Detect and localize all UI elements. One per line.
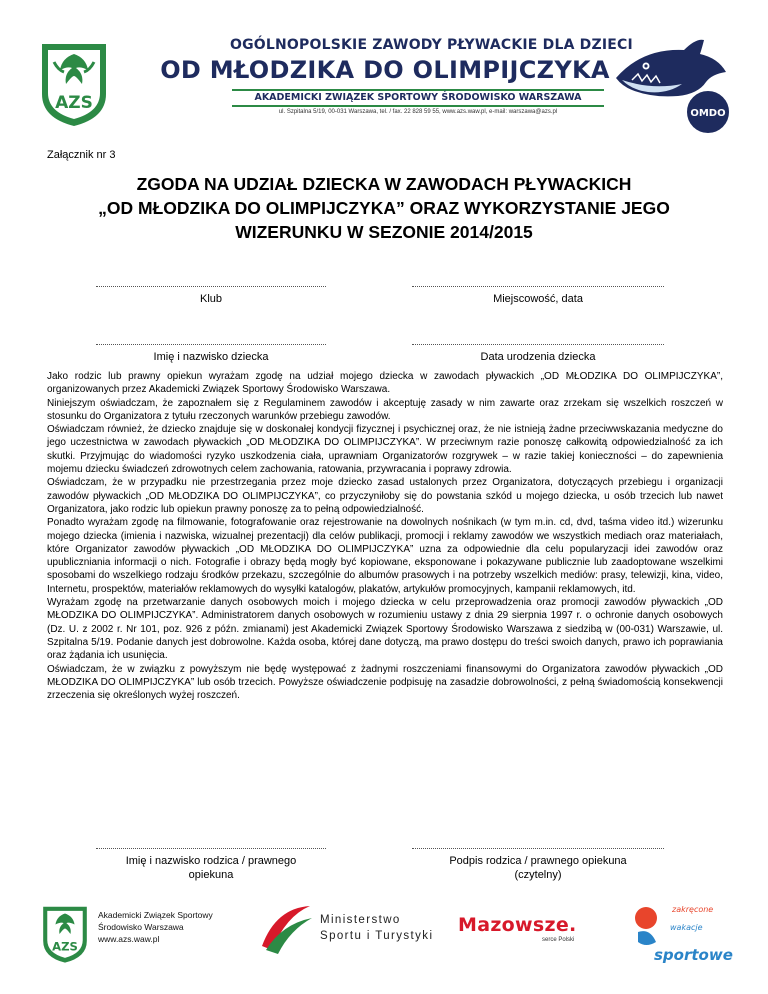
place-date-dotted-line bbox=[412, 286, 664, 287]
azs-shield-logo bbox=[38, 40, 110, 128]
azs-footer-text bbox=[98, 909, 213, 945]
parent-signature-label: Podpis rodzica / prawnego opiekuna bbox=[449, 855, 627, 867]
sport-logo-word: zakręcone bbox=[672, 905, 714, 914]
mazowsze-logo: Mazowsze. bbox=[458, 914, 577, 936]
consent-paragraph: Oświadczam, że w związku z powyższym nie będę występować z żadnymi roszczeniami finansowymi do Organizatora zawodów pływackich „OD MŁODZIKA DO OLIMPIJCZYKA” lub osób trzecich. Powyższe oświadczenie podpisuję na zasadzie dobrowolności, z pełną świadomością konsekwencji zrzeczenia się określonych wyżej roszczeń. bbox=[47, 663, 723, 702]
azs-footer-logo-text: AZS bbox=[52, 939, 78, 954]
consent-paragraph: Oświadczam również, że dziecko znajduje się w doskonałej kondycji fizycznej i psychicznej oraz, że nie istnieją żadne przeciwwskazania medyczne do jego uczestnictwa w zawodach pływackich „OD MŁODZIKA DO OLIMPIJCZYKA”. W przeciwnym razie ponoszę całkowitą odpowiedzialność za ich skutki. Przyjmując do wiadomości ryzyko uszkodzenia ciała, uprawniam Organizatorów rozgrywek – w razie takiej konieczności – do zapewnienia mojemu dziecku świadczeń zdrowotnych celem zachowania, ratowania, przywracania i poprawy zdrowia. bbox=[47, 424, 723, 476]
child-dob-field[interactable] bbox=[412, 344, 664, 364]
child-name-label: Imię i nazwisko dziecka bbox=[153, 351, 269, 363]
document-title bbox=[47, 172, 721, 244]
consent-paragraph: Wyrażam zgodę na przetwarzanie danych osobowych moich i mojego dziecka w celu przeprowadzenia oraz promocji zawodów pływackich „OD MŁODZIKA DO OLIMPIJCZYKA”. Administratorem danych osobowych w rozumieniu ustawy z dnia 29 sierpnia 1997 r. o ochronie danych osobowych (Dz. U. z 2002 r. Nr 101, poz. 926 z późn. zmianami) jest Akademicki Związek Sportowy Środowisko Warszawa z siedzibą w (00-031) Warszawie, ul. Szpitalna 5/19. Podanie danych jest dobrowolne. Każda osoba, której dane dotyczą, ma prawo dostępu do treści swoich danych, prawo ich poprawiania oraz żądania ich usunięcia. bbox=[47, 597, 723, 662]
ministry-line: Ministerstwo bbox=[320, 914, 401, 926]
sport-holidays-logo bbox=[616, 898, 733, 974]
child-dob-label: Data urodzenia dziecka bbox=[480, 351, 596, 363]
organizer-name: AKADEMICKI ZWIĄZEK SPORTOWY ŚRODOWISKO WARSZAWA bbox=[254, 92, 582, 103]
azs-footer-line: Akademicki Związek Sportowy bbox=[98, 910, 213, 920]
place-date-label: Miejscowość, data bbox=[493, 293, 583, 305]
parent-name-dotted-line bbox=[96, 848, 326, 849]
azs-footer-logo bbox=[40, 904, 90, 964]
parent-name-label-cont: opiekuna bbox=[188, 869, 234, 881]
event-subtitle: OGÓLNOPOLSKIE ZAWODY PŁYWACKIE DLA DZIECI bbox=[230, 37, 633, 53]
club-label: Klub bbox=[199, 293, 223, 305]
ministry-logo-text bbox=[320, 912, 433, 944]
child-dob-dotted-line bbox=[412, 344, 664, 345]
consent-body bbox=[47, 370, 723, 702]
parent-name-field[interactable] bbox=[96, 848, 326, 882]
azs-footer-line: Środowisko Warszawa bbox=[98, 922, 184, 932]
badge-text: OMDO bbox=[690, 108, 726, 119]
consent-paragraph: Oświadczam, że w przypadku nie przestrzegania przez moje dziecko zasad ustalonych przez Organizatora, dotyczących przebiegu i organizacji zawodów pływackich „OD MŁODZIKA DO OLIMPIJCZYKA”, co przyczyniłoby się do powstania szkód u mojego dziecka, u osób trzecich lub nawet Organizatora, jako rodzic lub opiekun prawny ponoszę za to pełną odpowiedzialność. bbox=[47, 477, 723, 515]
consent-paragraph: Jako rodzic lub prawny opiekun wyrażam zgodę na udział mojego dziecka w zawodach pływackich „OD MŁODZIKA DO OLIMPIJCZYKA”, organizowanych przez Akademicki Związek Sportowy Środowisko Warszawa. bbox=[47, 371, 723, 396]
header-rule-bottom bbox=[232, 105, 604, 107]
club-dotted-line bbox=[96, 286, 326, 287]
title-line: ZGODA NA UDZIAŁ DZIECKA W ZAWODACH PŁYWACKICH bbox=[136, 174, 632, 194]
organizer-address: ul. Szpitalna 5/19, 00-031 Warszawa, tel. / fax. 22 828 59 55, www.azs.waw.pl, e-mail: warszawa@azs.pl bbox=[278, 109, 558, 115]
title-line: WIZERUNKU W SEZONIE 2014/2015 bbox=[235, 222, 533, 242]
azs-footer-url: www.azs.waw.pl bbox=[98, 934, 160, 944]
consent-paragraph: Ponadto wyrażam zgodę na filmowanie, fotografowanie oraz rejestrowanie na dowolnych nośnikach (w tym m.in. cd, dvd, taśma video itd.) wizerunku mojego dziecka (imienia i nazwiska, wizualnej prezentacji) dla celów publikacji, promocji i reklamy zawodów we wszystkich mediach oraz materiałach, które Organizator zawodów pływackich „OD MŁODZIKA DO OLIMPIJCZYKA” uzna za odpowiednie dla celu popularyzacji idei zawodów oraz upubliczniania informacji o nich. Fotografie i obrazy będą mogły być kopiowane, eksponowane i pokazywane publicznie lub zaadoptowane wszelkimi sposobami do wszelkiego rodzaju środków przekazu, szczególnie do albumów prasowych i na potrzeby wszelkich mediów: prasy, telewizji, kina, video, Internetu, prospektów, materiałów reklamowych do wysyłki katalogów, plakatów, artykułów promocyjnych, kampanii reklamowych, itd. bbox=[47, 517, 723, 595]
parent-signature-field[interactable] bbox=[412, 848, 664, 882]
mazowsze-tagline: serce Polski bbox=[542, 937, 575, 943]
sport-logo-word: wakacje bbox=[670, 923, 703, 932]
club-field[interactable] bbox=[96, 286, 326, 306]
ministry-swoosh-logo bbox=[256, 898, 316, 958]
sport-logo-word: sportowe bbox=[654, 946, 733, 964]
annex-label: Załącznik nr 3 bbox=[47, 149, 116, 161]
child-name-dotted-line bbox=[96, 344, 326, 345]
header-rule-top bbox=[232, 89, 604, 91]
parent-name-label: Imię i nazwisko rodzica / prawnego bbox=[125, 855, 297, 867]
place-date-field[interactable] bbox=[412, 286, 664, 306]
shark-mascot-badge bbox=[612, 34, 736, 138]
ministry-line: Sportu i Turystyki bbox=[320, 930, 434, 942]
title-line: „OD MŁODZIKA DO OLIMPIJCZYKA” ORAZ WYKORZYSTANIE JEGO bbox=[98, 198, 670, 218]
event-title: OD MŁODZIKA DO OLIMPIJCZYKA bbox=[160, 56, 610, 84]
parent-signature-label-cont: (czytelny) bbox=[514, 869, 562, 881]
consent-paragraph: Niniejszym oświadczam, że zapoznałem się z Regulaminem zawodów i akceptuję zasady w nim zawarte oraz zrzekam się wszelkich roszczeń w stosunku do Organizatora z tytułu rzeczonych warunków przebiegu zawodów. bbox=[47, 397, 723, 422]
azs-logo-text: AZS bbox=[55, 93, 93, 113]
child-name-field[interactable] bbox=[96, 344, 326, 364]
parent-signature-dotted-line bbox=[412, 848, 664, 849]
